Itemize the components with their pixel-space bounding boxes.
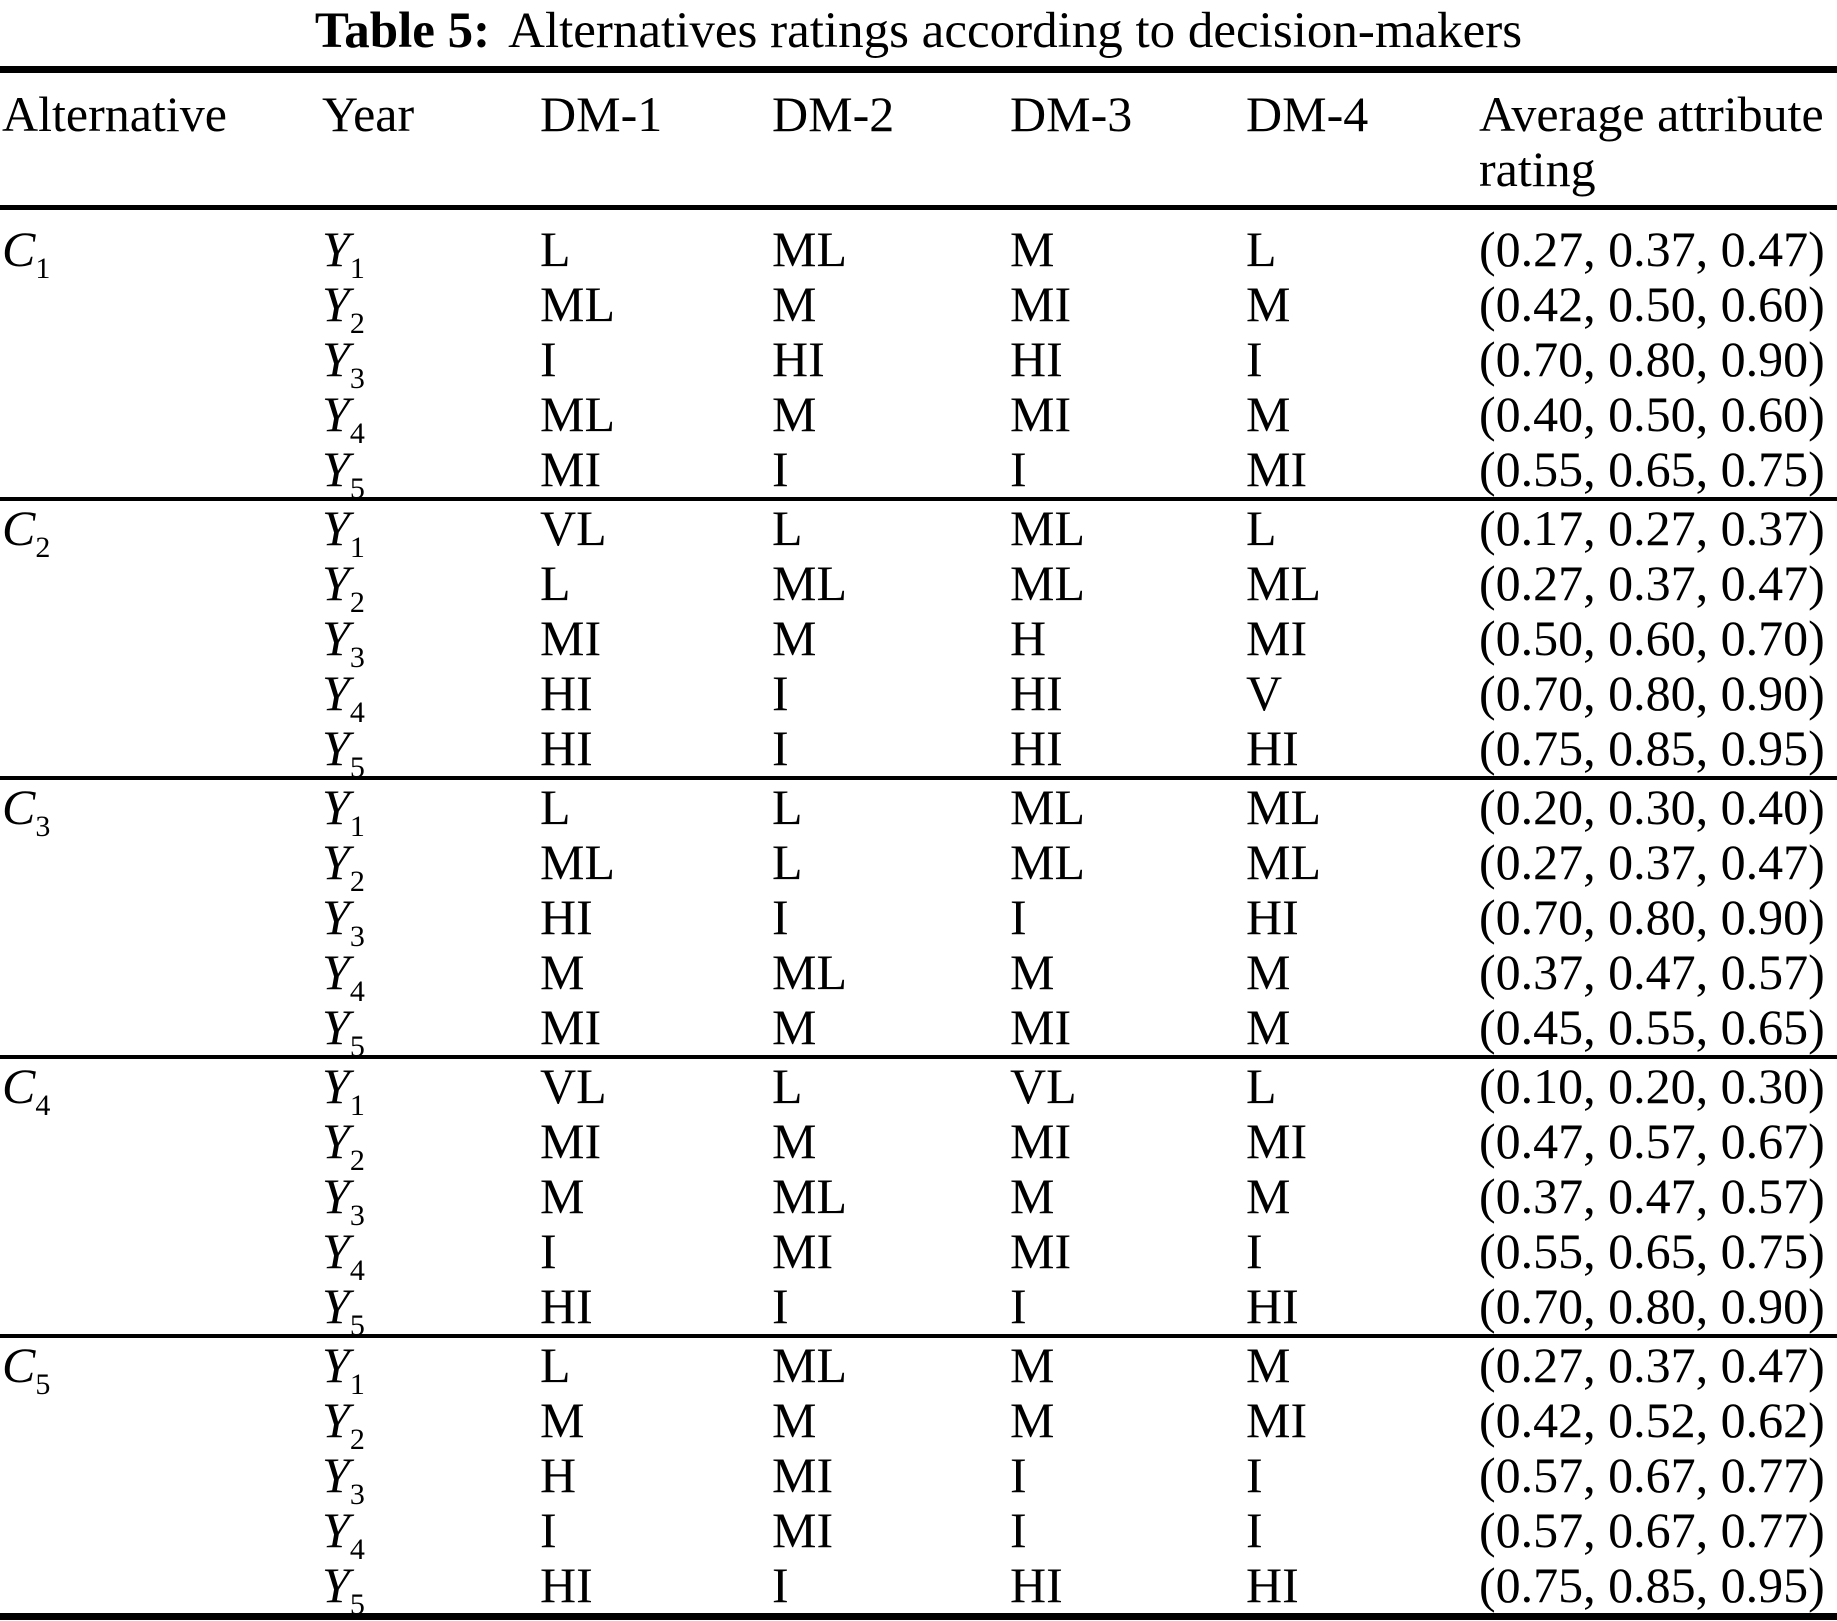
average-rating-cell: (0.70, 0.80, 0.90) xyxy=(1479,889,1825,945)
dm2-rating-cell: L xyxy=(772,834,803,890)
dm2-rating-cell: ML xyxy=(770,1336,1008,1393)
alternative-cell xyxy=(0,1057,320,1336)
year-symbol: $Y_4$ xyxy=(322,665,365,729)
average-rating-cell: (0.27, 0.37, 0.47) xyxy=(1479,555,1825,611)
average-rating-cell: (0.20, 0.30, 0.40) xyxy=(1477,778,1837,835)
alternative-subscript: 4 xyxy=(35,1089,51,1122)
dm4-rating-cell: I xyxy=(1246,1223,1263,1279)
dm3-rating-cell: I xyxy=(1010,1278,1027,1334)
year-subscript: 4 xyxy=(349,696,365,729)
year-symbol: $Y_4$ xyxy=(322,386,365,450)
alternative-symbol: $C_1$ xyxy=(2,221,51,285)
dm2-rating-cell: HI xyxy=(772,331,825,387)
year-symbol: $Y_2$ xyxy=(322,1113,365,1177)
col-header-average-rating: Average attribute rating xyxy=(1479,86,1824,197)
ratings-table-body xyxy=(0,208,1837,1621)
year-cell xyxy=(320,1392,538,1456)
year-symbol: $Y_5$ xyxy=(322,720,365,784)
year-subscript: 3 xyxy=(349,641,365,674)
dm2-rating-cell: MI xyxy=(772,1447,834,1503)
dm1-rating-cell: L xyxy=(540,555,571,611)
dm3-rating-cell: MI xyxy=(1010,386,1072,442)
dm3-rating-cell: I xyxy=(1010,1502,1027,1558)
dm4-rating-cell: V xyxy=(1246,665,1283,721)
dm4-rating-cell: MI xyxy=(1246,610,1308,666)
year-cell xyxy=(320,720,538,784)
alternative-subscript: 2 xyxy=(35,531,51,564)
dm3-rating-cell: ML xyxy=(1008,778,1244,835)
year-cell xyxy=(320,386,538,450)
dm1-rating-cell: MI xyxy=(540,999,602,1055)
average-rating-cell: (0.27, 0.37, 0.47) xyxy=(1479,834,1825,890)
year-symbol: $Y_5$ xyxy=(322,1557,365,1621)
dm4-rating-cell: HI xyxy=(1246,720,1299,776)
dm1-rating-cell: ML xyxy=(540,834,615,890)
year-symbol: $Y_3$ xyxy=(322,1168,365,1232)
dm3-rating-cell: HI xyxy=(1010,331,1063,387)
caption-label: Table 5: xyxy=(314,3,491,59)
year-subscript: 2 xyxy=(349,865,365,898)
average-rating-cell: (0.37, 0.47, 0.57) xyxy=(1479,944,1825,1000)
average-rating-cell: (0.55, 0.65, 0.75) xyxy=(1479,441,1825,497)
dm4-rating-cell: I xyxy=(1246,331,1263,387)
table-row xyxy=(0,499,1837,556)
dm1-rating-cell: H xyxy=(540,1447,577,1503)
year-symbol: $Y_2$ xyxy=(322,555,365,619)
year-cell xyxy=(320,610,538,674)
year-cell xyxy=(320,1336,538,1401)
col-header-dm4: DM-4 xyxy=(1246,86,1369,142)
year-subscript: 1 xyxy=(349,252,365,285)
dm3-rating-cell: ML xyxy=(1008,499,1244,556)
year-subscript: 3 xyxy=(349,1199,365,1232)
dm2-rating-cell: L xyxy=(770,1057,1008,1114)
dm3-rating-cell: I xyxy=(1010,441,1027,497)
year-symbol: $Y_1$ xyxy=(322,1337,365,1401)
dm2-rating-cell: I xyxy=(772,1557,789,1613)
average-rating-cell: (0.45, 0.55, 0.65) xyxy=(1479,999,1825,1055)
dm2-rating-cell: L xyxy=(770,499,1008,556)
alternative-cell xyxy=(0,778,320,1057)
year-subscript: 1 xyxy=(349,1368,365,1401)
dm4-rating-cell: M xyxy=(1246,999,1291,1055)
col-header-dm2: DM-2 xyxy=(772,86,895,142)
dm3-rating-cell: M xyxy=(1010,944,1055,1000)
year-symbol: $Y_2$ xyxy=(322,1392,365,1456)
dm2-rating-cell: ML xyxy=(772,1168,847,1224)
dm1-rating-cell: L xyxy=(538,1336,770,1393)
dm1-rating-cell: HI xyxy=(540,1557,593,1613)
average-rating-cell: (0.47, 0.57, 0.67) xyxy=(1479,1113,1825,1169)
alternative-symbol: $C_4$ xyxy=(2,1058,51,1122)
year-cell xyxy=(320,999,538,1063)
col-header-dm3: DM-3 xyxy=(1010,86,1133,142)
dm3-rating-cell: HI xyxy=(1010,665,1063,721)
dm2-rating-cell: ML xyxy=(772,221,847,277)
year-cell xyxy=(320,1113,538,1177)
year-symbol: $Y_1$ xyxy=(322,1058,365,1122)
year-cell xyxy=(320,1447,538,1511)
year-subscript: 5 xyxy=(349,1588,365,1621)
dm4-rating-cell: HI xyxy=(1246,1278,1299,1334)
year-cell xyxy=(320,1057,538,1122)
year-cell xyxy=(320,1223,538,1287)
dm4-rating-cell: MI xyxy=(1246,1113,1308,1169)
dm3-rating-cell: ML xyxy=(1010,555,1085,611)
dm3-rating-cell: MI xyxy=(1010,1223,1072,1279)
dm1-rating-cell: MI xyxy=(540,441,602,497)
dm3-rating-cell: M xyxy=(1010,1392,1055,1448)
dm2-rating-cell: I xyxy=(772,441,789,497)
dm2-rating-cell: L xyxy=(770,778,1008,835)
dm4-rating-cell: HI xyxy=(1246,1557,1299,1613)
dm4-rating-cell: MI xyxy=(1246,1392,1308,1448)
dm3-rating-cell: M xyxy=(1010,221,1055,277)
dm4-rating-cell: ML xyxy=(1246,834,1321,890)
average-rating-cell: (0.27, 0.37, 0.47) xyxy=(1477,1336,1837,1393)
year-subscript: 4 xyxy=(349,1254,365,1287)
average-rating-cell: (0.70, 0.80, 0.90) xyxy=(1479,331,1825,387)
dm2-rating-cell: MI xyxy=(772,1223,834,1279)
alternative-symbol: $C_3$ xyxy=(2,779,51,843)
average-rating-cell: (0.70, 0.80, 0.90) xyxy=(1479,665,1825,721)
dm2-rating-cell: M xyxy=(772,1113,817,1169)
header-row xyxy=(0,70,1837,208)
year-symbol: $Y_3$ xyxy=(322,331,365,395)
average-rating-cell: (0.75, 0.85, 0.95) xyxy=(1479,720,1825,776)
year-cell xyxy=(320,1557,538,1621)
dm1-rating-cell: HI xyxy=(540,665,593,721)
dm4-rating-cell: L xyxy=(1246,221,1277,277)
dm1-rating-cell: L xyxy=(538,778,770,835)
year-cell xyxy=(320,1168,538,1232)
dm1-rating-cell: M xyxy=(540,1168,585,1224)
year-cell xyxy=(320,441,538,505)
dm2-rating-cell: M xyxy=(772,610,817,666)
dm2-rating-cell: I xyxy=(772,720,789,776)
average-rating-cell: (0.42, 0.50, 0.60) xyxy=(1479,276,1825,332)
col-header-dm1: DM-1 xyxy=(540,86,663,142)
year-symbol: $Y_1$ xyxy=(322,779,365,843)
dm4-rating-cell: HI xyxy=(1246,889,1299,945)
dm2-rating-cell: M xyxy=(772,386,817,442)
alternative-cell xyxy=(0,1336,320,1617)
dm1-rating-cell: MI xyxy=(540,1113,602,1169)
dm3-rating-cell: I xyxy=(1010,889,1027,945)
alternative-cell xyxy=(0,208,320,500)
year-symbol: $Y_5$ xyxy=(322,441,365,505)
dm4-rating-cell: M xyxy=(1246,1168,1291,1224)
average-rating-cell: (0.50, 0.60, 0.70) xyxy=(1479,610,1825,666)
average-rating-cell: (0.75, 0.85, 0.95) xyxy=(1479,1557,1825,1613)
average-rating-cell: (0.70, 0.80, 0.90) xyxy=(1479,1278,1825,1334)
year-symbol: $Y_5$ xyxy=(322,999,365,1063)
alternative-subscript: 1 xyxy=(35,252,51,285)
dm2-rating-cell: ML xyxy=(772,944,847,1000)
dm4-rating-cell: M xyxy=(1244,1336,1477,1393)
year-subscript: 3 xyxy=(349,1478,365,1511)
year-cell xyxy=(320,555,538,619)
dm3-rating-cell: VL xyxy=(1008,1057,1244,1114)
dm4-rating-cell: I xyxy=(1246,1447,1263,1503)
dm1-rating-cell: HI xyxy=(540,720,593,776)
year-cell xyxy=(320,834,538,898)
average-rating-cell: (0.55, 0.65, 0.75) xyxy=(1479,1223,1825,1279)
dm2-rating-cell: I xyxy=(772,889,789,945)
year-symbol: $Y_5$ xyxy=(322,1278,365,1342)
year-subscript: 4 xyxy=(349,975,365,1008)
average-rating-cell: (0.42, 0.52, 0.62) xyxy=(1479,1392,1825,1448)
year-symbol: $Y_1$ xyxy=(322,500,365,564)
average-rating-cell: (0.27, 0.37, 0.47) xyxy=(1479,221,1825,277)
dm2-rating-cell: M xyxy=(772,999,817,1055)
dm1-rating-cell: M xyxy=(540,944,585,1000)
dm1-rating-cell: HI xyxy=(540,1278,593,1334)
alternative-subscript: 5 xyxy=(35,1368,51,1401)
dm1-rating-cell: I xyxy=(540,1502,557,1558)
dm3-rating-cell: MI xyxy=(1010,1113,1072,1169)
alternative-subscript: 3 xyxy=(35,810,51,843)
dm4-rating-cell: M xyxy=(1246,944,1291,1000)
dm4-rating-cell: MI xyxy=(1246,441,1308,497)
dm1-rating-cell: I xyxy=(540,331,557,387)
year-subscript: 4 xyxy=(349,417,365,450)
year-subscript: 2 xyxy=(349,1144,365,1177)
table-row xyxy=(0,208,1837,278)
dm1-rating-cell: ML xyxy=(540,276,615,332)
table-row xyxy=(0,1057,1837,1114)
dm4-rating-cell: I xyxy=(1246,1502,1263,1558)
dm4-rating-cell: ML xyxy=(1246,555,1321,611)
col-header-year: Year xyxy=(322,86,415,142)
ratings-table xyxy=(0,66,1837,1620)
dm2-rating-cell: MI xyxy=(772,1502,834,1558)
year-cell xyxy=(320,889,538,953)
dm1-rating-cell: MI xyxy=(540,610,602,666)
dm3-rating-cell: HI xyxy=(1010,720,1063,776)
year-subscript: 5 xyxy=(349,472,365,505)
dm2-rating-cell: M xyxy=(772,1392,817,1448)
dm3-rating-cell: H xyxy=(1010,610,1047,666)
year-cell xyxy=(320,1278,538,1342)
dm2-rating-cell: M xyxy=(772,276,817,332)
year-cell xyxy=(320,1502,538,1566)
alternative-cell xyxy=(0,499,320,778)
year-symbol: $Y_4$ xyxy=(322,944,365,1008)
alternative-symbol: $C_2$ xyxy=(2,500,51,564)
dm1-rating-cell: VL xyxy=(538,499,770,556)
year-symbol: $Y_3$ xyxy=(322,610,365,674)
dm1-rating-cell: VL xyxy=(538,1057,770,1114)
col-header-alternative: Alternative xyxy=(2,86,227,142)
dm3-rating-cell: HI xyxy=(1010,1557,1063,1613)
dm1-rating-cell: M xyxy=(540,1392,585,1448)
dm1-rating-cell: HI xyxy=(540,889,593,945)
average-rating-cell: (0.40, 0.50, 0.60) xyxy=(1479,386,1825,442)
dm3-rating-cell: I xyxy=(1010,1447,1027,1503)
alternative-symbol: $C_5$ xyxy=(2,1337,51,1401)
year-symbol: $Y_3$ xyxy=(322,1447,365,1511)
dm3-rating-cell: M xyxy=(1008,1336,1244,1393)
year-symbol: $Y_4$ xyxy=(322,1502,365,1566)
dm1-rating-cell: I xyxy=(540,1223,557,1279)
year-subscript: 1 xyxy=(349,1089,365,1122)
year-symbol: $Y_2$ xyxy=(322,834,365,898)
dm4-rating-cell: M xyxy=(1246,386,1291,442)
table-caption xyxy=(0,0,1837,66)
dm2-rating-cell: ML xyxy=(772,555,847,611)
year-subscript: 2 xyxy=(349,1423,365,1456)
dm4-rating-cell: L xyxy=(1244,499,1477,556)
average-rating-cell: (0.37, 0.47, 0.57) xyxy=(1479,1168,1825,1224)
year-subscript: 2 xyxy=(349,307,365,340)
year-cell xyxy=(320,276,538,340)
dm4-rating-cell: ML xyxy=(1244,778,1477,835)
year-symbol: $Y_4$ xyxy=(322,1223,365,1287)
year-cell xyxy=(320,208,538,285)
year-subscript: 1 xyxy=(349,531,365,564)
table-row xyxy=(0,1336,1837,1393)
dm3-rating-cell: MI xyxy=(1010,276,1072,332)
year-symbol: $Y_2$ xyxy=(322,276,365,340)
year-symbol: $Y_3$ xyxy=(322,889,365,953)
table-row xyxy=(0,778,1837,835)
dm2-rating-cell: I xyxy=(772,1278,789,1334)
caption-text: Alternatives ratings according to decision-makers xyxy=(508,3,1523,59)
average-rating-cell: (0.57, 0.67, 0.77) xyxy=(1479,1447,1825,1503)
dm3-rating-cell: M xyxy=(1010,1168,1055,1224)
year-subscript: 2 xyxy=(349,586,365,619)
year-cell xyxy=(320,499,538,564)
year-cell xyxy=(320,331,538,395)
dm1-rating-cell: ML xyxy=(540,386,615,442)
dm2-rating-cell: I xyxy=(772,665,789,721)
year-symbol: $Y_1$ xyxy=(322,221,365,285)
dm4-rating-cell: L xyxy=(1244,1057,1477,1114)
dm1-rating-cell: L xyxy=(540,221,571,277)
dm3-rating-cell: ML xyxy=(1010,834,1085,890)
dm3-rating-cell: MI xyxy=(1010,999,1072,1055)
year-cell xyxy=(320,665,538,729)
year-subscript: 1 xyxy=(349,810,365,843)
year-cell xyxy=(320,778,538,843)
year-subscript: 3 xyxy=(349,920,365,953)
average-rating-cell: (0.17, 0.27, 0.37) xyxy=(1477,499,1837,556)
year-subscript: 3 xyxy=(349,362,365,395)
dm4-rating-cell: M xyxy=(1246,276,1291,332)
year-subscript: 5 xyxy=(349,751,365,784)
year-subscript: 4 xyxy=(349,1533,365,1566)
average-rating-cell: (0.57, 0.67, 0.77) xyxy=(1479,1502,1825,1558)
year-subscript: 5 xyxy=(349,1309,365,1342)
average-rating-cell: (0.10, 0.20, 0.30) xyxy=(1477,1057,1837,1114)
year-subscript: 5 xyxy=(349,1030,365,1063)
year-cell xyxy=(320,944,538,1008)
